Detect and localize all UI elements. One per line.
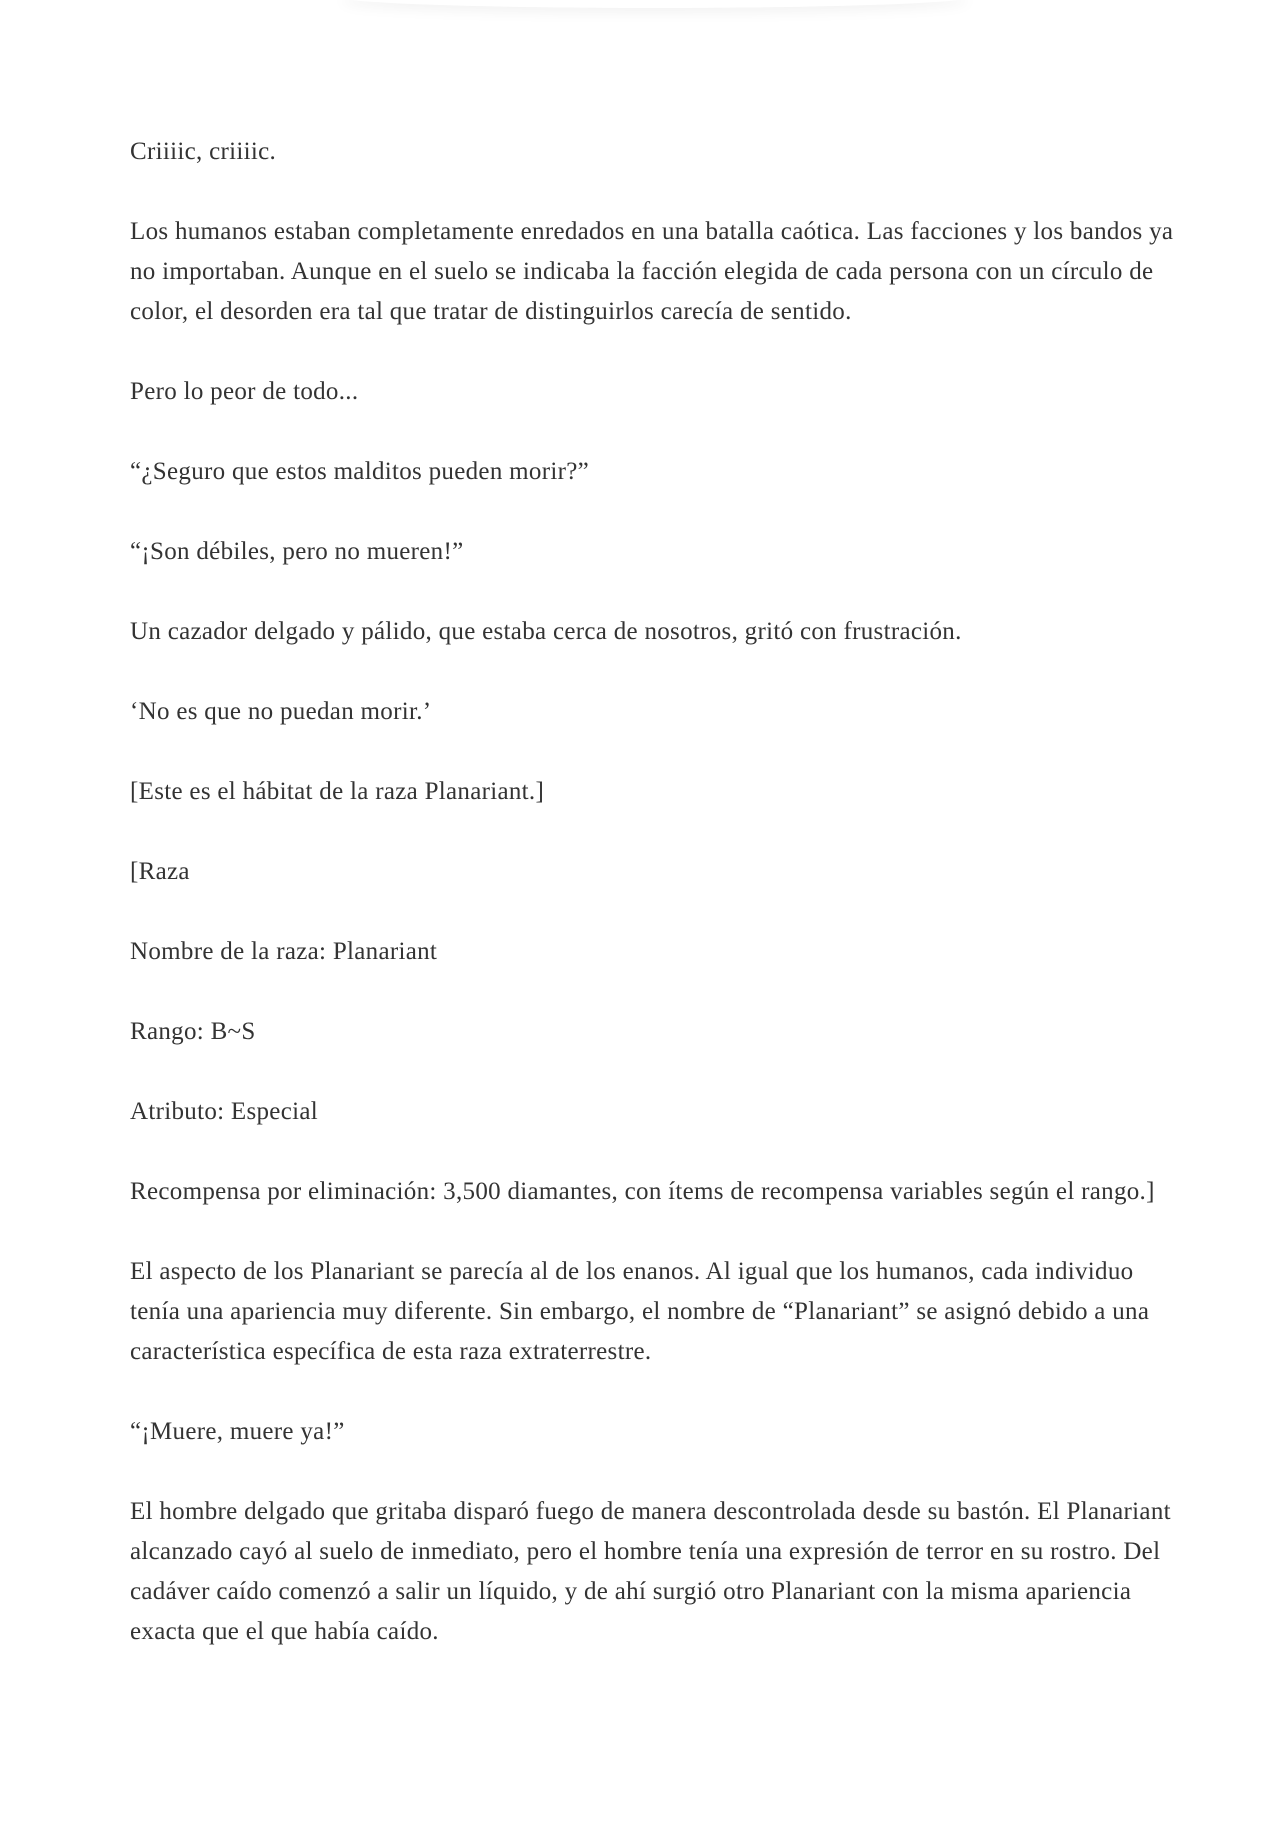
paragraph: Un cazador delgado y pálido, que estaba cerca de nosotros, gritó con frustración.	[130, 618, 962, 645]
paragraph: Recompensa por eliminación: 3,500 diamantes, con ítems de recompensa variables según el rango.]	[130, 1178, 1155, 1205]
paragraph: “¡Son débiles, pero no mueren!”	[130, 538, 464, 565]
paragraph: El hombre delgado que gritaba disparó fuego de manera descontrolada desde su bastón. El Planariant alcanzado cayó al suelo de inmediato, pero el hombre tenía una expresión de terror en su rostro. Del cadáver caído comenzó a salir un líquido, y de ahí surgió otro Planariant con la misma apariencia exacta que el que había caído.	[130, 1498, 1171, 1645]
chapter-text	[130, 132, 1175, 1692]
paragraph: [Raza	[130, 858, 190, 885]
paragraph: Nombre de la raza: Planariant	[130, 938, 438, 965]
paragraph: “¡Muere, muere ya!”	[130, 1418, 345, 1445]
paragraph: Pero lo peor de todo...	[130, 378, 359, 405]
paragraph: [Este es el hábitat de la raza Planariant.]	[130, 778, 545, 805]
paragraph: “¿Seguro que estos malditos pueden morir?”	[130, 458, 589, 485]
paragraph: Los humanos estaban completamente enredados en una batalla caótica. Las facciones y los bandos ya no importaban. Aunque en el suelo se indicaba la facción elegida de cada persona con un círculo de color, el desorden era tal que tratar de distinguirlos carecía de sentido.	[130, 218, 1174, 325]
paragraph: ‘No es que no puedan morir.’	[130, 698, 432, 725]
paragraph: Rango: B~S	[130, 1018, 256, 1045]
paragraph: Criiiic, criiiic.	[130, 138, 277, 165]
paragraph: El aspecto de los Planariant se parecía al de los enanos. Al igual que los humanos, cada individuo tenía una apariencia muy diferente. Sin embargo, el nombre de “Planariant” se asignó debido a una característica específica de esta raza extraterrestre.	[130, 1258, 1150, 1365]
paragraph: Atributo: Especial	[130, 1098, 318, 1125]
top-bar-shadow	[340, 0, 970, 8]
